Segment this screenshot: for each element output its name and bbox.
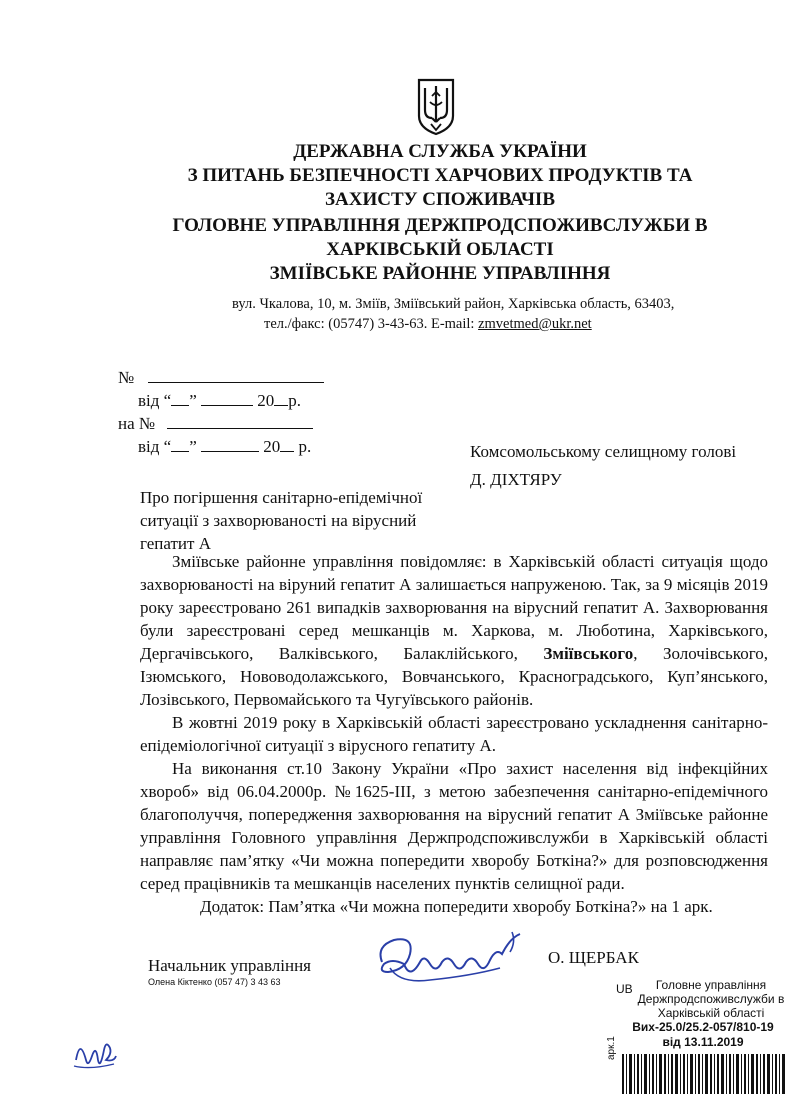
- registry-month-blank: [201, 389, 253, 406]
- registry-ref-row: [118, 412, 358, 435]
- registration-stamp-number: [620, 1020, 786, 1050]
- registry-year-blank: [274, 389, 288, 406]
- contact-email-link[interactable]: zmvetmed@ukr.net: [478, 316, 592, 332]
- header-line-4: ГОЛОВНЕ УПРАВЛІННЯ ДЕРЖПРОДСПОЖИВСЛУЖБИ В: [172, 215, 708, 236]
- registry-date-row: [118, 389, 358, 412]
- registry-ref-year: 20: [259, 437, 281, 456]
- stamp-org-line-3: Харківській області: [657, 1006, 765, 1020]
- body-paragraph-2: В жовтні 2019 року в Харківській області зареєстровано ускладнення санітарно-епідеміологічної ситуації з вірусного гепатиту А.: [140, 713, 768, 755]
- header-line-5: ХАРКІВСЬКІЙ ОБЛАСТІ: [326, 239, 554, 260]
- header-line-3: ЗАХИСТУ СПОЖИВАЧІВ: [324, 189, 556, 210]
- registry-number-label: №: [118, 368, 135, 387]
- registry-ref-date-row: [118, 435, 358, 458]
- emblem-trident-icon: [416, 78, 456, 136]
- recipient-line-1: Комсомольському селищному голові: [470, 442, 737, 461]
- header-line-6: ЗМІЇВСЬКЕ РАЙОННЕ УПРАВЛІННЯ: [269, 263, 611, 284]
- body-paragraph-1: [140, 550, 768, 711]
- signatory-name: О. ЩЕРБАК: [548, 948, 639, 967]
- letter-body: [140, 550, 768, 918]
- registry-ref-blank: [167, 412, 313, 429]
- registry-ref-year-blank: [280, 435, 294, 452]
- registry-ref-date-label: від “: [138, 437, 172, 456]
- registry-day-blank: [171, 389, 189, 406]
- subject-line-3: гепатит А: [140, 534, 211, 553]
- header-line-1: ДЕРЖАВНА СЛУЖБА УКРАЇНИ: [293, 141, 587, 162]
- subject-line-1: Про погіршення санітарно-епідемічної: [140, 488, 423, 507]
- body-paragraph-3: На виконання ст.10 Закону України «Про захист населення від інфекційних хвороб» від 06.04.2000р. №1625-ІІІ, з метою забезпечення санітарно-епідемічного благополуччя, попередження захворювання на вірусний гепатит А Зміївське районне управління Головного управління Держпродспоживслужби в Харківській області направляє пам’ятку «Чи можна попередити хворобу Боткіна?» для розповсюдження серед працівників та мешканців населених пунктів селищної ради.: [140, 759, 768, 893]
- executor-contact: Олена Кіктенко (057 47) 3 43 63: [148, 977, 281, 987]
- registry-ref-quote: ”: [189, 437, 201, 456]
- body-p1-part-a: Зміївське районне управління повідомляє: в Харківській області ситуація щодо захворюваності на віруний гепатит А залишається напруженою. Так, за 9 місяців 2019 року зареєстровано 261 випадків захворювання на вірусний гепатит А. Захворювання були зареєстровані серед мешканців м. Харкова, м. Люботина, Харківського, Дергачівського, Валківського, Балаклійського,: [140, 552, 768, 663]
- registry-quote: ”: [189, 391, 201, 410]
- registry-number-blank: [148, 366, 324, 383]
- registry-year: 20: [253, 391, 275, 410]
- recipient-line-2: Д. ДІХТЯРУ: [470, 470, 562, 489]
- registry-year-suffix: р.: [288, 391, 301, 410]
- stamp-org-line-2: Держпродспоживслужби в: [637, 992, 785, 1006]
- registry-ref-year-suffix: р.: [294, 437, 312, 456]
- stamp-date: від 13.11.2019: [662, 1035, 744, 1049]
- body-paragraph-4: Додаток: Пам’ятка «Чи можна попередити хворобу Боткіна?» на 1 арк.: [200, 897, 713, 916]
- registry-block: [118, 366, 358, 458]
- body-p1-bold: Зміївського: [543, 644, 634, 663]
- registry-ref-day-blank: [171, 435, 189, 452]
- handwritten-initials: [70, 1030, 120, 1074]
- body-p1-part-b: , Золочівського, Ізюмського, Нововодолажського, Вовчанського, Красноградського, Куп’янського, Лозівського, Первомайського та Чугуївського районів.: [140, 644, 769, 709]
- stamp-sheets-label: арк.1: [606, 1036, 617, 1060]
- signatory-title: Начальник управління: [148, 956, 311, 975]
- header-address: вул. Чкалова, 10, м. Зміїв, Зміївський район, Харківська область, 63403,: [232, 296, 675, 312]
- contact-phone: тел./факс: (05747) 3-43-63. E-mail:: [264, 316, 479, 332]
- registry-number-row: [118, 366, 358, 389]
- subject-block: [140, 486, 470, 555]
- registry-ref-month-blank: [201, 435, 259, 452]
- registration-stamp-org: [636, 978, 786, 1020]
- barcode: [622, 1054, 786, 1094]
- recipient-block: [470, 438, 736, 494]
- header-line-2: З ПИТАНЬ БЕЗПЕЧНОСТІ ХАРЧОВИХ ПРОДУКТІВ ТА: [187, 165, 693, 186]
- registry-ref-label: на №: [118, 414, 156, 433]
- stamp-outgoing-number: Вих-25.0/25.2-057/810-19: [632, 1020, 774, 1034]
- registry-date-label: від “: [138, 391, 172, 410]
- registration-stamp-code: UB: [616, 982, 633, 996]
- stamp-org-line-1: Головне управління: [655, 978, 767, 992]
- header-contact: [264, 314, 592, 334]
- handwritten-signature: [370, 928, 530, 990]
- subject-line-2: ситуації з захворюваності на вірусний: [140, 511, 417, 530]
